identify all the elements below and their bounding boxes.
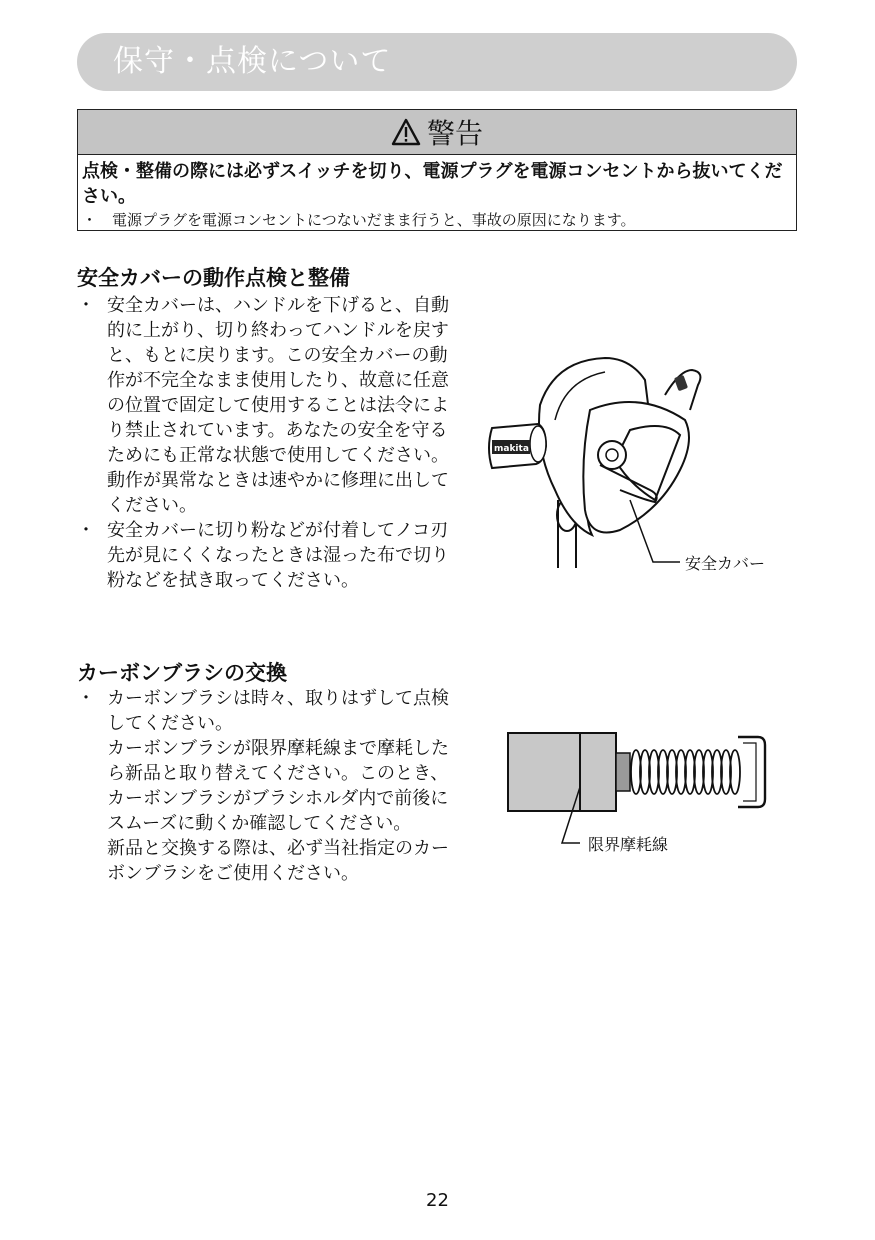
wear-limit-line-label: 限界摩耗線	[588, 835, 669, 854]
section-title-carbon-brush: カーボンブラシの交換	[77, 661, 287, 685]
list-item	[77, 686, 457, 886]
saw-safety-cover-illustration	[480, 350, 780, 580]
paragraph: 新品と交換する際は、必ず当社指定のカーボンブラシをご使用ください。	[107, 838, 449, 884]
bullet: ・	[77, 688, 95, 709]
safety-cover-label: 安全カバー	[685, 554, 766, 573]
bullet: ・	[77, 520, 95, 541]
list-item-text: 安全カバーに切り粉などが付着してノコ刃先が見にくくなったときは湿った布で切り粉などを拭き取ってください。	[107, 520, 449, 591]
list-item-body	[107, 686, 457, 886]
list-item-text: 安全カバーは、ハンドルを下げると、自動的に上がり、切り終わってハンドルを戻すと、もとに戻ります。この安全カバーの動作が不完全なまま使用したり、故意に任意の位置で固定して使用することは法令により禁止されています。あなたの安全を守るためにも正常な状態で使用してください。動作が異常なときは速やかに修理に出してください。	[107, 295, 449, 516]
warning-triangle-icon	[391, 118, 421, 146]
list-item	[77, 518, 457, 593]
bullet: ・	[82, 211, 98, 229]
warning-note	[82, 209, 790, 231]
carbon-brush-list	[77, 686, 457, 886]
warning-note-text: 電源プラグを電源コンセントにつないだまま行うと、事故の原因になります。	[112, 211, 636, 229]
safety-cover-list	[77, 293, 457, 593]
brand-logo: makita	[494, 444, 529, 454]
warning-main-text: 点検・整備の際には必ずスイッチを切り、電源プラグを電源コンセントから抜いてください。	[82, 161, 783, 207]
warning-box	[77, 109, 797, 231]
page-title: 保守・点検について	[113, 44, 392, 79]
list-item	[77, 293, 457, 518]
bullet: ・	[77, 295, 95, 316]
page-number: 22	[426, 1190, 449, 1211]
paragraph: カーボンブラシが限界摩耗線まで摩耗したら新品と取り替えてください。このとき、カーボンブラシがブラシホルダ内で前後にスムーズに動くか確認してください。	[107, 738, 449, 834]
paragraph: カーボンブラシは時々、取りはずして点検してください。	[107, 688, 449, 734]
section-title-safety-cover: 安全カバーの動作点検と整備	[77, 266, 350, 290]
warning-heading: 警告	[426, 117, 483, 150]
section-header	[77, 33, 797, 91]
warning-header	[78, 110, 796, 155]
